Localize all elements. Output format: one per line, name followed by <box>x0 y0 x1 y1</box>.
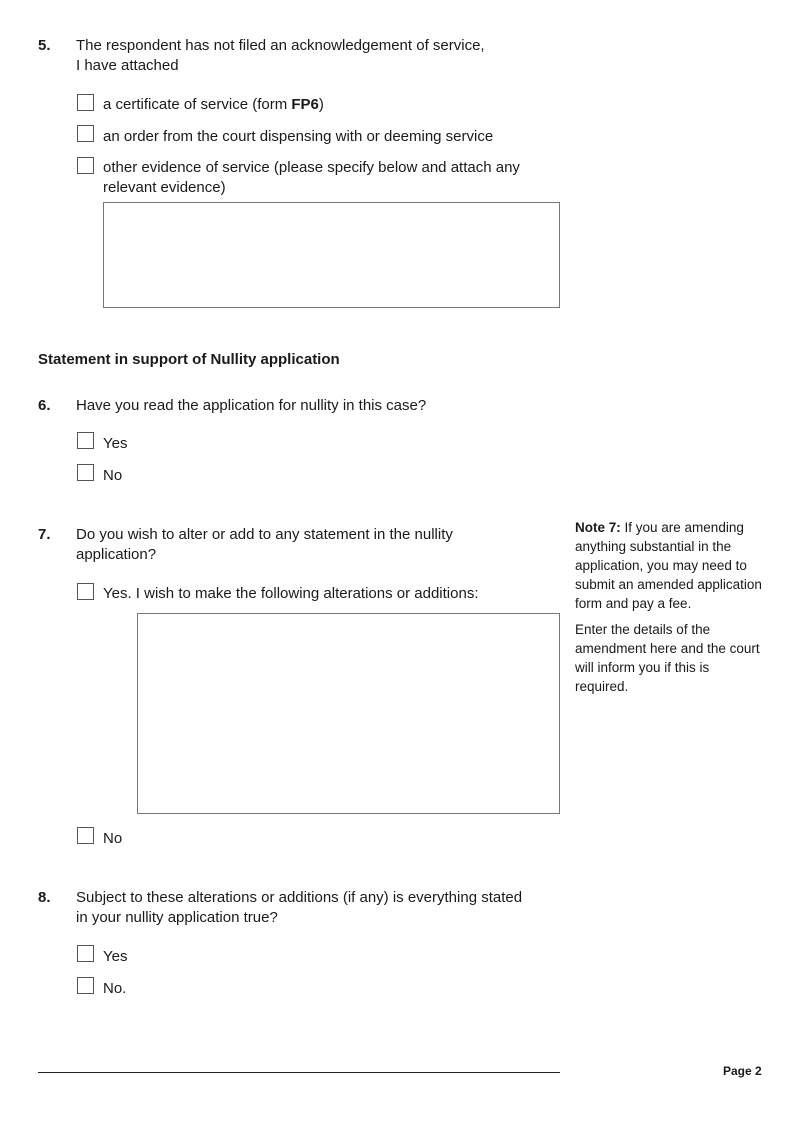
q7-no-label: No <box>103 830 123 847</box>
footer-divider <box>38 1072 560 1073</box>
question-5-number: 5. <box>38 37 51 54</box>
question-5-text-line1: The respondent has not filed an acknowledgement of service, <box>76 37 485 54</box>
q7-yes-checkbox[interactable] <box>77 583 94 600</box>
certificate-of-service-label <box>103 95 324 115</box>
q6-yes-checkbox[interactable] <box>77 432 94 449</box>
q8-yes-label: Yes <box>103 948 128 965</box>
question-7-number: 7. <box>38 526 51 543</box>
q6-no-checkbox[interactable] <box>77 464 94 481</box>
other-evidence-label <box>103 158 563 198</box>
certificate-form-code: FP6 <box>291 96 319 113</box>
alterations-textarea[interactable] <box>137 613 560 814</box>
q7-no-checkbox[interactable] <box>77 827 94 844</box>
court-order-checkbox[interactable] <box>77 125 94 142</box>
question-6-text: Have you read the application for nullity in this case? <box>76 397 427 414</box>
question-7-text <box>76 525 556 565</box>
note-7 <box>575 518 765 696</box>
other-evidence-label-line1: other evidence of service (please specify below and attach any <box>103 159 520 176</box>
question-6-number: 6. <box>38 397 51 414</box>
certificate-of-service-checkbox[interactable] <box>77 94 94 111</box>
court-order-label: an order from the court dispensing with or deeming service <box>103 128 494 145</box>
question-8-text-line2: in your nullity application true? <box>76 909 278 926</box>
question-8-text-line1: Subject to these alterations or additions (if any) is everything stated <box>76 889 523 906</box>
other-evidence-checkbox[interactable] <box>77 157 94 174</box>
question-7-text-line2: application? <box>76 546 157 563</box>
section-heading: Statement in support of Nullity application <box>38 351 340 368</box>
q8-yes-checkbox[interactable] <box>77 945 94 962</box>
question-5-text <box>76 36 556 76</box>
note-7-paragraph-2: Enter the details of the amendment here and the court will inform you if this is required. <box>575 622 760 694</box>
certificate-label-post: ) <box>318 96 324 113</box>
certificate-label-pre: a certificate of service (form <box>103 96 292 113</box>
q7-yes-label: Yes. I wish to make the following alterations or additions: <box>103 585 479 602</box>
question-8-number: 8. <box>38 889 51 906</box>
question-8-text <box>76 888 566 928</box>
q6-no-label: No <box>103 467 123 484</box>
question-7-text-line1: Do you wish to alter or add to any statement in the nullity <box>76 526 453 543</box>
q8-no-label: No. <box>103 980 127 997</box>
q6-yes-label: Yes <box>103 435 128 452</box>
note-7-label: Note 7: <box>575 520 621 535</box>
question-5-text-line2: I have attached <box>76 57 179 74</box>
q8-no-checkbox[interactable] <box>77 977 94 994</box>
other-evidence-textarea[interactable] <box>103 202 560 308</box>
other-evidence-label-line2: relevant evidence) <box>103 179 226 196</box>
note-7-paragraph-1 <box>575 518 765 613</box>
note-7-text: If you are amending anything substantial in the application, you may need to submit an amended application form and pay a fee. <box>575 520 762 611</box>
page-number: Page 2 <box>723 1064 762 1078</box>
